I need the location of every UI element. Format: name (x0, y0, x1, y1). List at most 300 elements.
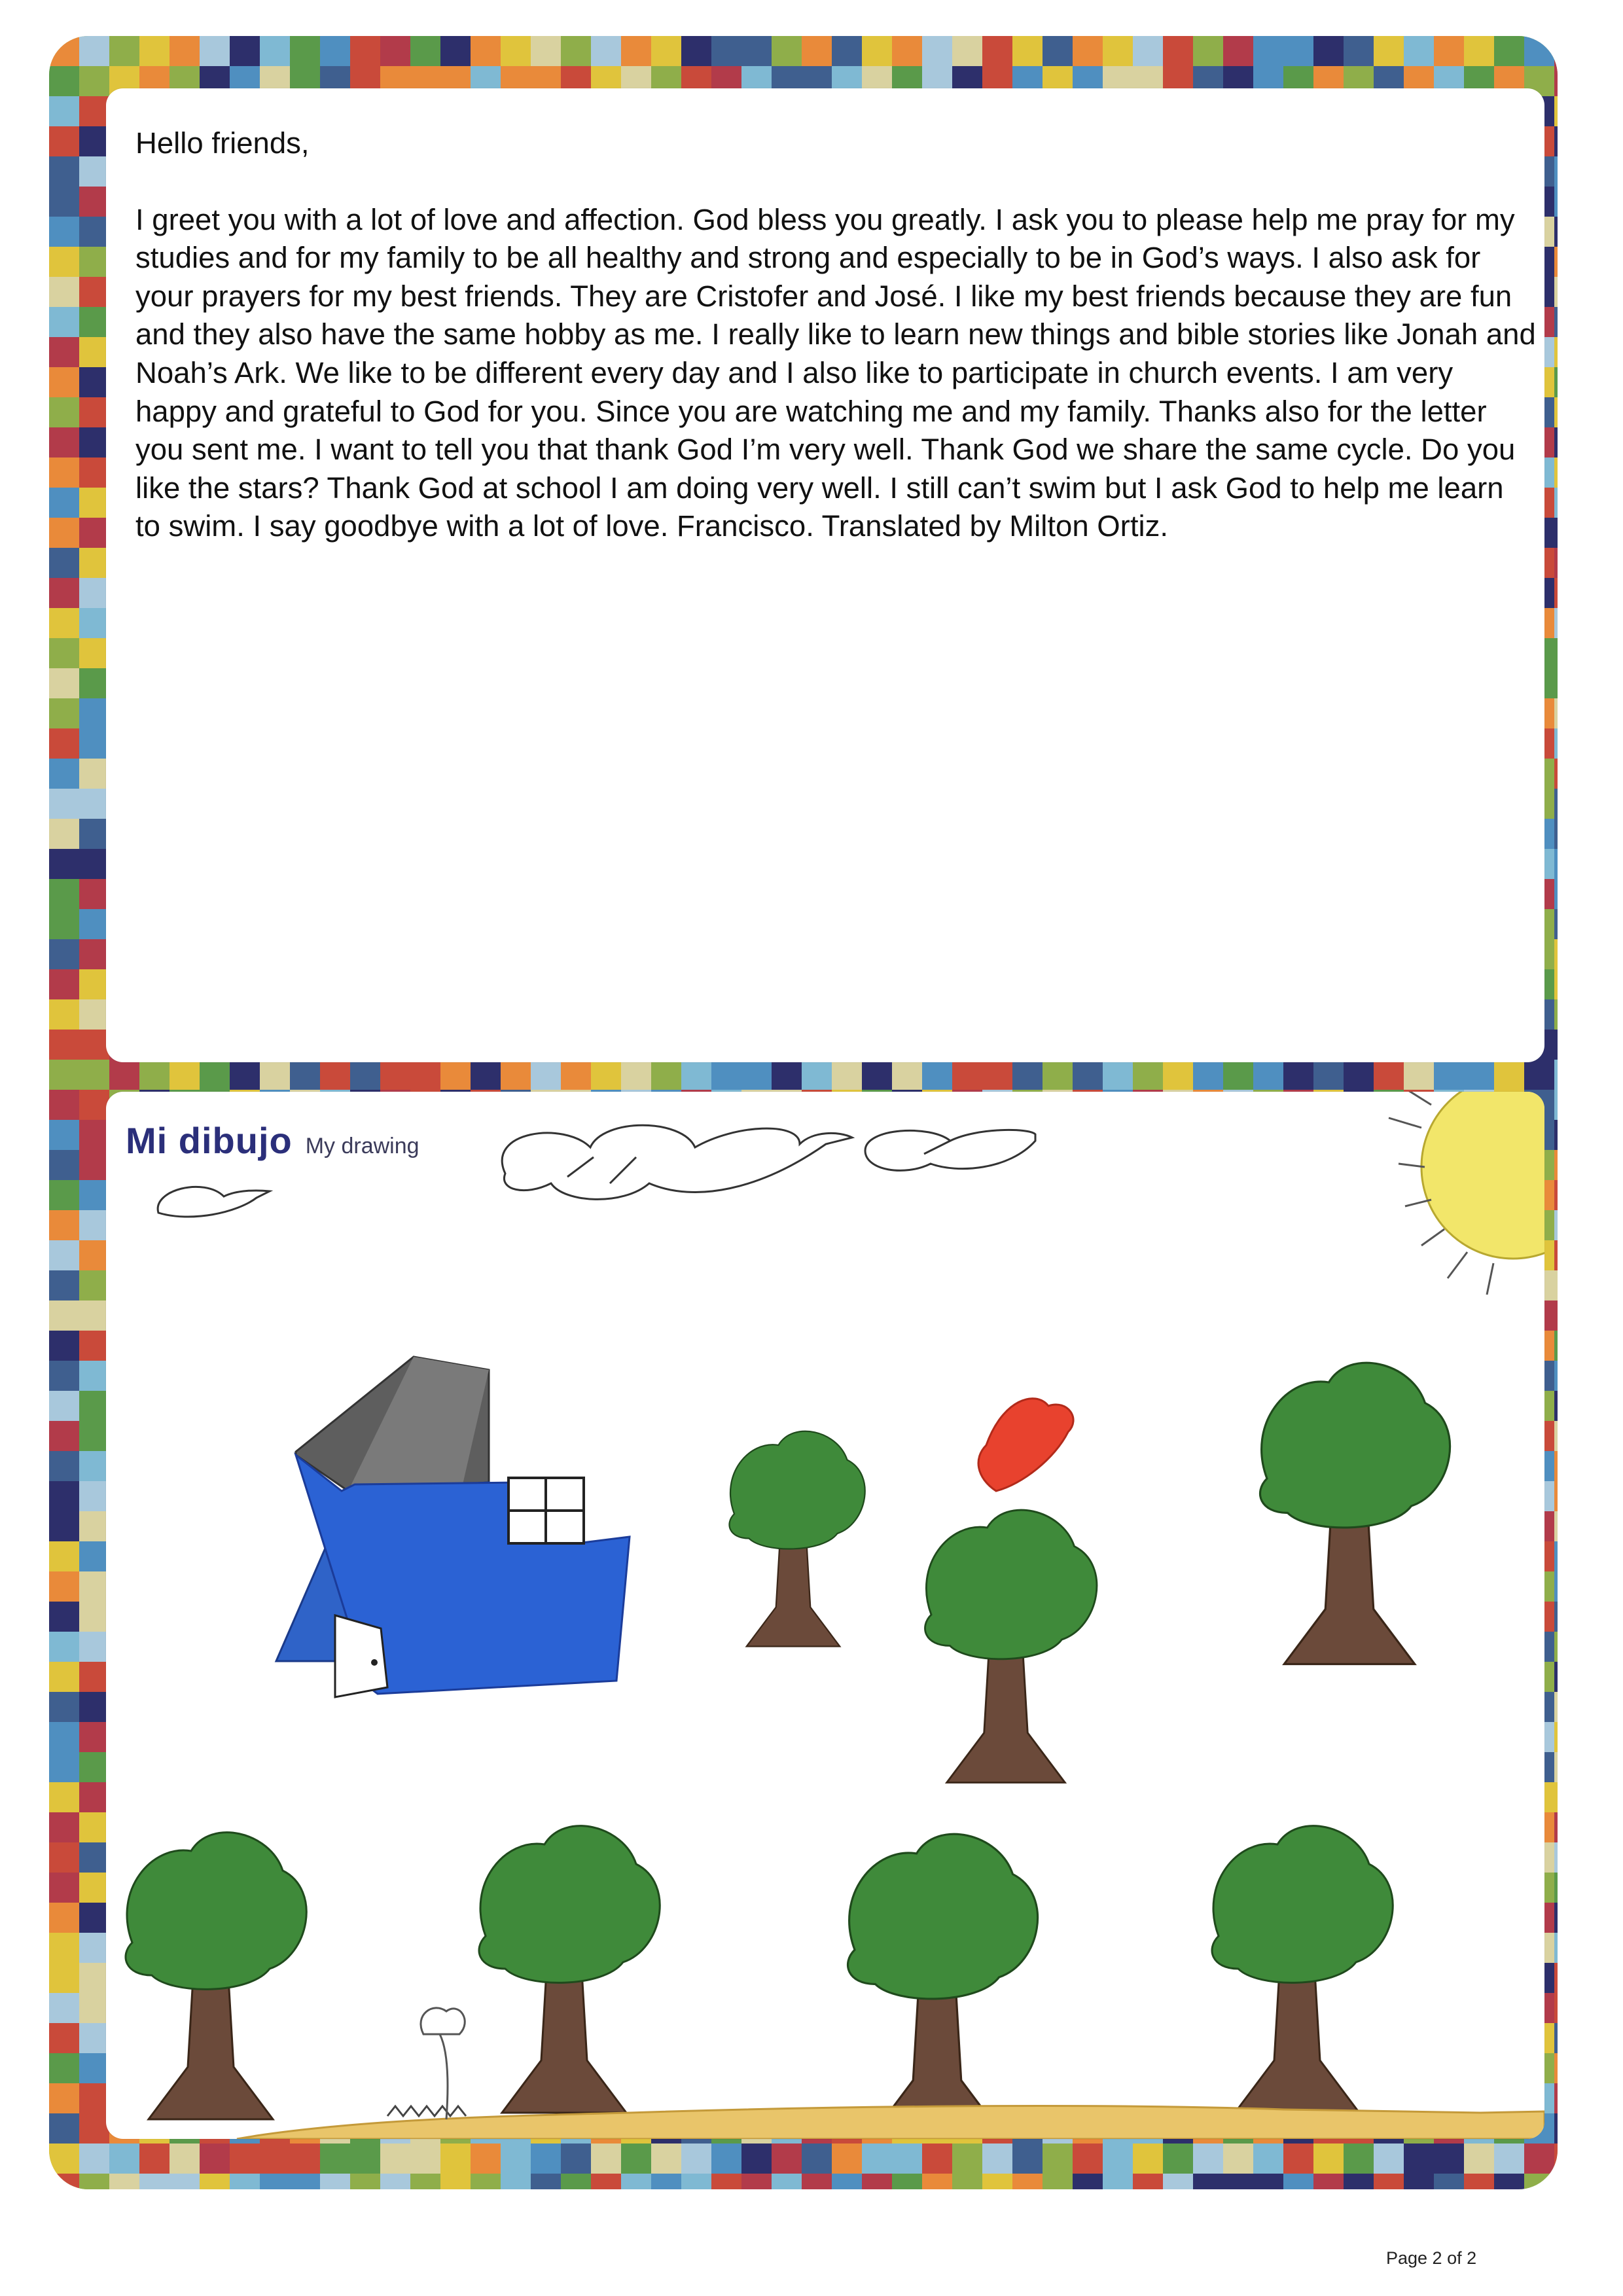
border-tile (49, 1391, 79, 1421)
border-tile (109, 1060, 139, 1090)
border-tile (410, 2144, 440, 2174)
border-tile (49, 1993, 79, 2023)
border-tile (49, 96, 79, 126)
border-tile (1524, 2144, 1554, 2174)
border-tile (651, 2174, 681, 2189)
border-tile (1253, 1060, 1283, 1090)
border-tile (1554, 1270, 1558, 1300)
border-tile (49, 2053, 79, 2083)
border-tile (471, 36, 501, 66)
ground-drawing (237, 2008, 1544, 2139)
border-tile (49, 126, 79, 156)
border-tile (741, 2144, 772, 2174)
border-tile (79, 1030, 109, 1060)
border-tile (169, 2144, 200, 2174)
sun-drawing (1389, 1092, 1544, 1295)
border-tile (49, 247, 79, 277)
border-tile (1404, 1060, 1434, 1090)
border-tile (1554, 1511, 1558, 1541)
border-tile (561, 1060, 591, 1090)
red-leaf-drawing (978, 1399, 1073, 1491)
border-tile (1434, 2144, 1464, 2174)
border-tile (1133, 36, 1163, 66)
border-tile (1554, 277, 1558, 307)
border-tile (49, 367, 79, 397)
letter-panel (106, 88, 1544, 1062)
border-tile (711, 2144, 741, 2174)
border-tile (1554, 1752, 1558, 1782)
border-tile (79, 1903, 109, 1933)
border-tile (832, 2144, 862, 2174)
border-tile (1554, 1903, 1558, 1933)
border-tile (1464, 2144, 1494, 2174)
border-tile (440, 1060, 471, 1090)
border-tile (892, 36, 922, 66)
border-tile (49, 1842, 79, 1873)
border-tile (561, 36, 591, 66)
border-tile (49, 2023, 79, 2053)
border-tile (79, 518, 109, 548)
border-tile (922, 1060, 952, 1090)
border-tile (1554, 1090, 1558, 1120)
border-tile (1554, 1300, 1558, 1331)
border-tile (79, 126, 109, 156)
border-tile (79, 2023, 109, 2053)
border-tile (350, 2174, 380, 2189)
border-tile (982, 1060, 1012, 1090)
border-tile (79, 1963, 109, 1993)
border-tile (79, 819, 109, 849)
border-tile (1554, 1331, 1558, 1361)
border-tile (49, 939, 79, 969)
border-tile (49, 1571, 79, 1602)
border-tile (681, 36, 711, 66)
border-tile (79, 1361, 109, 1391)
border-tile (1554, 999, 1558, 1030)
border-tile (1554, 1963, 1558, 1993)
border-tile (832, 36, 862, 66)
border-tile (139, 2144, 169, 2174)
border-tile (1253, 36, 1283, 66)
border-tile (49, 909, 79, 939)
border-tile (591, 2144, 621, 2174)
border-tile (79, 999, 109, 1030)
border-tile (711, 1060, 741, 1090)
border-tile (1554, 2053, 1558, 2083)
border-tile (711, 36, 741, 66)
border-tile (79, 1571, 109, 1602)
border-tile (49, 2083, 79, 2113)
border-tile (49, 66, 79, 96)
border-tile (79, 879, 109, 909)
border-tile (1554, 1481, 1558, 1511)
border-tile (290, 2144, 320, 2174)
border-tile (591, 36, 621, 66)
border-tile (1163, 2144, 1193, 2174)
border-tile (802, 2144, 832, 2174)
border-tile (1494, 2144, 1524, 2174)
border-tile (79, 578, 109, 608)
border-tile (1043, 2174, 1073, 2189)
border-tile (79, 2113, 109, 2144)
border-tile (79, 1632, 109, 1662)
border-tile (1043, 36, 1073, 66)
border-tile (320, 1060, 350, 1090)
border-tile (79, 217, 109, 247)
border-tile (952, 36, 982, 66)
border-tile (49, 36, 79, 66)
border-tile (79, 1391, 109, 1421)
border-tile (169, 2174, 200, 2189)
border-tile (79, 1240, 109, 1270)
border-tile (1554, 36, 1558, 66)
border-tile (1554, 2144, 1558, 2174)
border-tile (49, 1150, 79, 1180)
border-tile (49, 1060, 79, 1090)
border-tile (1524, 1060, 1554, 1090)
border-tile (49, 1602, 79, 1632)
border-tile (1554, 187, 1558, 217)
border-tile (1374, 36, 1404, 66)
border-tile (1404, 36, 1434, 66)
border-tile (1374, 2144, 1404, 2174)
border-tile (79, 156, 109, 187)
border-tile (79, 1481, 109, 1511)
border-tile (49, 187, 79, 217)
border-tile (1524, 36, 1554, 66)
border-tile (380, 1060, 410, 1090)
border-tile (380, 2174, 410, 2189)
border-tile (79, 36, 109, 66)
border-tile (200, 2144, 230, 2174)
border-tile (1554, 638, 1558, 668)
border-tile (79, 427, 109, 457)
border-tile (49, 1421, 79, 1451)
border-tile (79, 548, 109, 578)
border-tile (1434, 36, 1464, 66)
border-tile (1103, 2144, 1133, 2174)
border-tile (79, 1150, 109, 1180)
border-tile (1554, 548, 1558, 578)
border-tile (591, 1060, 621, 1090)
border-tile (79, 367, 109, 397)
border-tile (982, 2144, 1012, 2174)
border-tile (79, 96, 109, 126)
border-tile (531, 2174, 561, 2189)
border-tile (49, 849, 79, 879)
border-tile (230, 1060, 260, 1090)
border-tile (79, 728, 109, 759)
border-tile (79, 638, 109, 668)
border-tile (1554, 879, 1558, 909)
border-tile (1554, 819, 1558, 849)
border-tile (741, 1060, 772, 1090)
border-tile (49, 1782, 79, 1812)
border-tile (49, 1331, 79, 1361)
border-tile (1554, 397, 1558, 427)
border-tile (531, 36, 561, 66)
border-tile (1012, 36, 1043, 66)
border-tile (1073, 1060, 1103, 1090)
border-tile (802, 36, 832, 66)
border-tile (1163, 2174, 1193, 2189)
border-tile (1374, 2174, 1404, 2189)
border-tile (320, 2144, 350, 2174)
border-tile (621, 36, 651, 66)
border-tile (531, 1060, 561, 1090)
border-tile (49, 488, 79, 518)
border-tile (1283, 2174, 1313, 2189)
border-tile (1253, 2174, 1283, 2189)
border-tile (651, 2144, 681, 2174)
border-tile (49, 1090, 79, 1120)
border-tile (1313, 2174, 1344, 2189)
border-tile (1012, 2174, 1043, 2189)
border-tile (79, 668, 109, 698)
border-tile (1554, 1180, 1558, 1210)
border-tile (1554, 126, 1558, 156)
border-tile (1554, 759, 1558, 789)
border-tile (380, 36, 410, 66)
border-tile (982, 36, 1012, 66)
border-tile (952, 2174, 982, 2189)
letter-body: I greet you with a lot of love and affection. God bless you greatly. I ask you to please help me pray for my studies and for my family to be all healthy and strong and especially to be in God’s ways. I also ask for your prayers for my best friends. They are Cristofer and José. I like my best friends because they are fun and they also have the same hobby as me. I really like to learn new things and bible stories like Jonah and Noah’s Ark. We like to be different every day and I also like to participate in church events. I am very happy and grateful to God for you. Since you are watching me and my family. Thanks also for the letter you sent me. I want to tell you that thank God I’m very well. Thank God we share the same cycle. Do you like the stars? Thank God at school I am doing very well. I still can’t swim but I ask God to help me learn to swim. I say goodbye with a lot of love. Francisco. Translated by Milton Ortiz. (135, 202, 1536, 543)
border-tile (79, 397, 109, 427)
border-tile (1554, 1722, 1558, 1752)
border-tile (1103, 36, 1133, 66)
border-tile (79, 1782, 109, 1812)
border-tile (49, 217, 79, 247)
border-tile (79, 2174, 109, 2189)
border-tile (982, 2174, 1012, 2189)
border-tile (1223, 2144, 1253, 2174)
border-tile (79, 1210, 109, 1240)
border-tile (79, 1451, 109, 1481)
border-tile (109, 2174, 139, 2189)
border-tile (501, 2144, 531, 2174)
border-tile (1554, 1842, 1558, 1873)
border-tile (49, 1692, 79, 1722)
border-tile (49, 1210, 79, 1240)
border-tile (651, 36, 681, 66)
border-tile (49, 1933, 79, 1963)
border-tile (1554, 608, 1558, 638)
border-tile (79, 1541, 109, 1571)
border-tile (1554, 96, 1558, 126)
border-tile (49, 668, 79, 698)
border-tile (772, 36, 802, 66)
border-tile (79, 1662, 109, 1692)
border-tile (1554, 217, 1558, 247)
border-tile (49, 608, 79, 638)
border-tile (1554, 2113, 1558, 2144)
border-tile (1554, 578, 1558, 608)
border-tile (1253, 2144, 1283, 2174)
border-tile (1554, 668, 1558, 698)
border-tile (1554, 939, 1558, 969)
border-tile (49, 759, 79, 789)
border-tile (1193, 2174, 1223, 2189)
border-tile (49, 1963, 79, 1993)
border-tile (230, 36, 260, 66)
border-tile (1554, 1541, 1558, 1571)
border-tile (1554, 1933, 1558, 1963)
border-tile (1554, 1873, 1558, 1903)
border-tile (49, 1541, 79, 1571)
drawing-panel (106, 1092, 1544, 2139)
border-tile (79, 337, 109, 367)
border-tile (49, 1451, 79, 1481)
border-tile (49, 1270, 79, 1300)
border-tile (49, 2144, 79, 2174)
border-tile (1554, 518, 1558, 548)
border-tile (1554, 1361, 1558, 1391)
border-tile (1344, 36, 1374, 66)
border-tile (862, 2144, 892, 2174)
border-tile (1494, 36, 1524, 66)
border-tile (651, 1060, 681, 1090)
border-tile (1554, 1150, 1558, 1180)
border-tile (862, 2174, 892, 2189)
border-tile (49, 1361, 79, 1391)
border-tile (49, 819, 79, 849)
border-tile (79, 457, 109, 488)
border-tile (49, 397, 79, 427)
border-tile (1554, 1571, 1558, 1602)
border-tile (350, 1060, 380, 1090)
border-tile (1163, 36, 1193, 66)
border-tile (1193, 36, 1223, 66)
border-tile (79, 1933, 109, 1963)
border-tile (621, 2174, 651, 2189)
border-tile (1554, 367, 1558, 397)
border-tile (49, 1722, 79, 1752)
border-tile (1554, 969, 1558, 999)
border-tile (1283, 1060, 1313, 1090)
border-tile (862, 1060, 892, 1090)
border-tile (139, 2174, 169, 2189)
border-tile (922, 36, 952, 66)
border-tile (1554, 1632, 1558, 1662)
border-tile (230, 2144, 260, 2174)
border-tile (49, 1903, 79, 1933)
border-tile (471, 2144, 501, 2174)
border-tile (49, 1873, 79, 1903)
border-tile (1313, 36, 1344, 66)
border-tile (741, 2174, 772, 2189)
border-tile (1494, 2174, 1524, 2189)
tree-drawing (1260, 1363, 1450, 1664)
border-tile (49, 698, 79, 728)
border-tile (1313, 2144, 1344, 2174)
border-tile (79, 1180, 109, 1210)
border-tile (79, 939, 109, 969)
border-tile (49, 969, 79, 999)
border-tile (1012, 2144, 1043, 2174)
border-tile (1193, 1060, 1223, 1090)
drawing-title (126, 1119, 419, 1162)
border-tile (1163, 1060, 1193, 1090)
border-tile (1464, 2174, 1494, 2189)
border-tile (1554, 307, 1558, 337)
border-tile (49, 337, 79, 367)
border-tile (79, 1331, 109, 1361)
border-tile (772, 2174, 802, 2189)
border-tile (49, 879, 79, 909)
border-tile (1464, 36, 1494, 66)
border-tile (440, 36, 471, 66)
border-tile (79, 307, 109, 337)
border-tile (1554, 427, 1558, 457)
border-tile (1554, 1240, 1558, 1270)
border-tile (79, 1842, 109, 1873)
border-tile (49, 1812, 79, 1842)
border-tile (260, 2144, 290, 2174)
border-tile (49, 1120, 79, 1150)
border-tile (1223, 36, 1253, 66)
border-tile (79, 1752, 109, 1782)
border-tile (1313, 1060, 1344, 1090)
border-tile (79, 969, 109, 999)
border-tile (79, 2083, 109, 2113)
border-tile (79, 1873, 109, 1903)
border-tile (501, 2174, 531, 2189)
border-tile (79, 488, 109, 518)
tree-drawing (925, 1510, 1097, 1782)
border-tile (350, 2144, 380, 2174)
border-tile (290, 1060, 320, 1090)
border-tile (79, 1090, 109, 1120)
drawing-title-spanish: Mi dibujo (126, 1120, 293, 1161)
border-tile (1554, 1451, 1558, 1481)
border-tile (79, 608, 109, 638)
letter-text (135, 124, 1536, 584)
border-tile (531, 2144, 561, 2174)
border-tile (200, 1060, 230, 1090)
child-drawing (106, 1092, 1544, 2139)
border-tile (49, 1240, 79, 1270)
border-tile (561, 2144, 591, 2174)
border-tile (1554, 247, 1558, 277)
border-tile (49, 277, 79, 307)
border-tile (79, 1270, 109, 1300)
border-tile (711, 2174, 741, 2189)
border-tile (1554, 1993, 1558, 2023)
border-tile (410, 2174, 440, 2189)
border-tile (1554, 2083, 1558, 2113)
border-tile (1434, 2174, 1464, 2189)
border-tile (260, 2174, 290, 2189)
border-tile (1554, 66, 1558, 96)
border-tile (1434, 1060, 1464, 1090)
border-tile (79, 849, 109, 879)
border-tile (1524, 2174, 1554, 2189)
border-tile (1554, 1421, 1558, 1451)
border-tile (290, 2174, 320, 2189)
border-tile (922, 2174, 952, 2189)
border-tile (1283, 2144, 1313, 2174)
border-tile (1404, 2144, 1434, 2174)
border-tile (79, 789, 109, 819)
border-tile (1554, 488, 1558, 518)
border-tile (772, 2144, 802, 2174)
border-tile (832, 1060, 862, 1090)
border-tile (1554, 698, 1558, 728)
border-tile (922, 2144, 952, 2174)
tree-drawing (848, 1834, 1038, 2135)
border-tile (501, 1060, 531, 1090)
border-tile (49, 518, 79, 548)
